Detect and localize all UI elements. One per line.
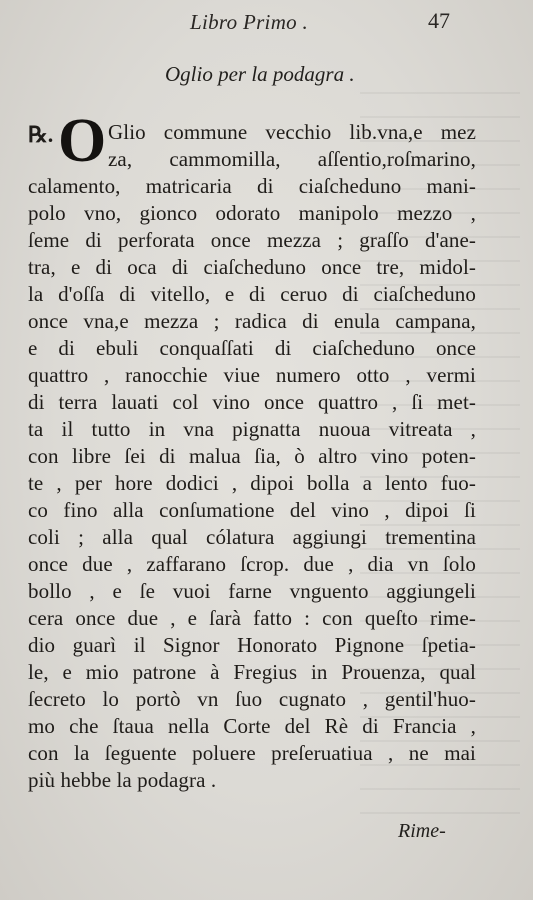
body-line: più hebbe la podagra . [28, 768, 217, 792]
catchword: Rime- [398, 820, 446, 842]
body-line: once vna,e mezza ; radica di enula campana, [28, 309, 476, 333]
body-line: di terra lauati col vino once quattro , ſi met- [28, 390, 476, 414]
body-line: coli ; alla qual cólatura aggiungi trementina [28, 525, 476, 549]
body-line: quattro , ranocchie viue numero otto , vermi [28, 363, 476, 387]
body-line: te , per hore dodici , dipoi bolla a lento fuo- [28, 471, 476, 495]
body-line: za, cammomilla, aſſentio,roſmarino, [108, 147, 476, 171]
body-line: polo vno, gionco odorato manipolo mezzo , [28, 201, 476, 225]
body-line: la d'oſſa di vitello, e di ceruo di ciaſcheduno [28, 282, 476, 306]
body-line: cera once due , e ſarà fatto : con queſto rime- [28, 606, 476, 630]
body-line: mo che ſtaua nella Corte del Rè di Francia , [28, 714, 476, 738]
body-line: calamento, matricaria di ciaſcheduno mani- [28, 174, 476, 198]
body-line: ta il tutto in vna pignatta nuoua vitreata , [28, 417, 476, 441]
body-line: ſeme di perforata once mezza ; graſſo d'ane- [28, 228, 476, 252]
body-line: con la ſeguente poluere preſeruatiua , ne mai [28, 741, 476, 765]
body-line: le, e mio patrone à Fregius in Prouenza, qual [28, 660, 476, 684]
body-line: tra, e di oca di ciaſcheduno once tre, midol- [28, 255, 476, 279]
body-line: co fino alla conſumatione del vino , dipoi ſi [28, 498, 476, 522]
page-number: 47 [428, 8, 450, 33]
body-line: once due , zaffarano ſcrop. due , dia vn ſolo [28, 552, 476, 576]
running-head: Libro Primo . [190, 10, 309, 34]
section-title: Oglio per la podagra . [165, 62, 355, 86]
drop-cap: O [58, 107, 107, 175]
body-line: Glio commune vecchio lib.vna,e mez [108, 120, 476, 144]
recipe-symbol: ℞. [28, 122, 54, 147]
body-line: bollo , e ſe vuoi farne vnguento aggiungeli [28, 579, 476, 603]
body-line: con libre ſei di malua ſia, ò altro vino poten- [28, 444, 476, 468]
body-line: dio guarì il Signor Honorato Pignone ſpetia- [28, 633, 476, 657]
body-line: ſecreto lo portò vn ſuo cugnato , gentil'huo- [28, 687, 476, 711]
body-line: e di ebuli conquaſſati di ciaſcheduno once [28, 336, 476, 360]
